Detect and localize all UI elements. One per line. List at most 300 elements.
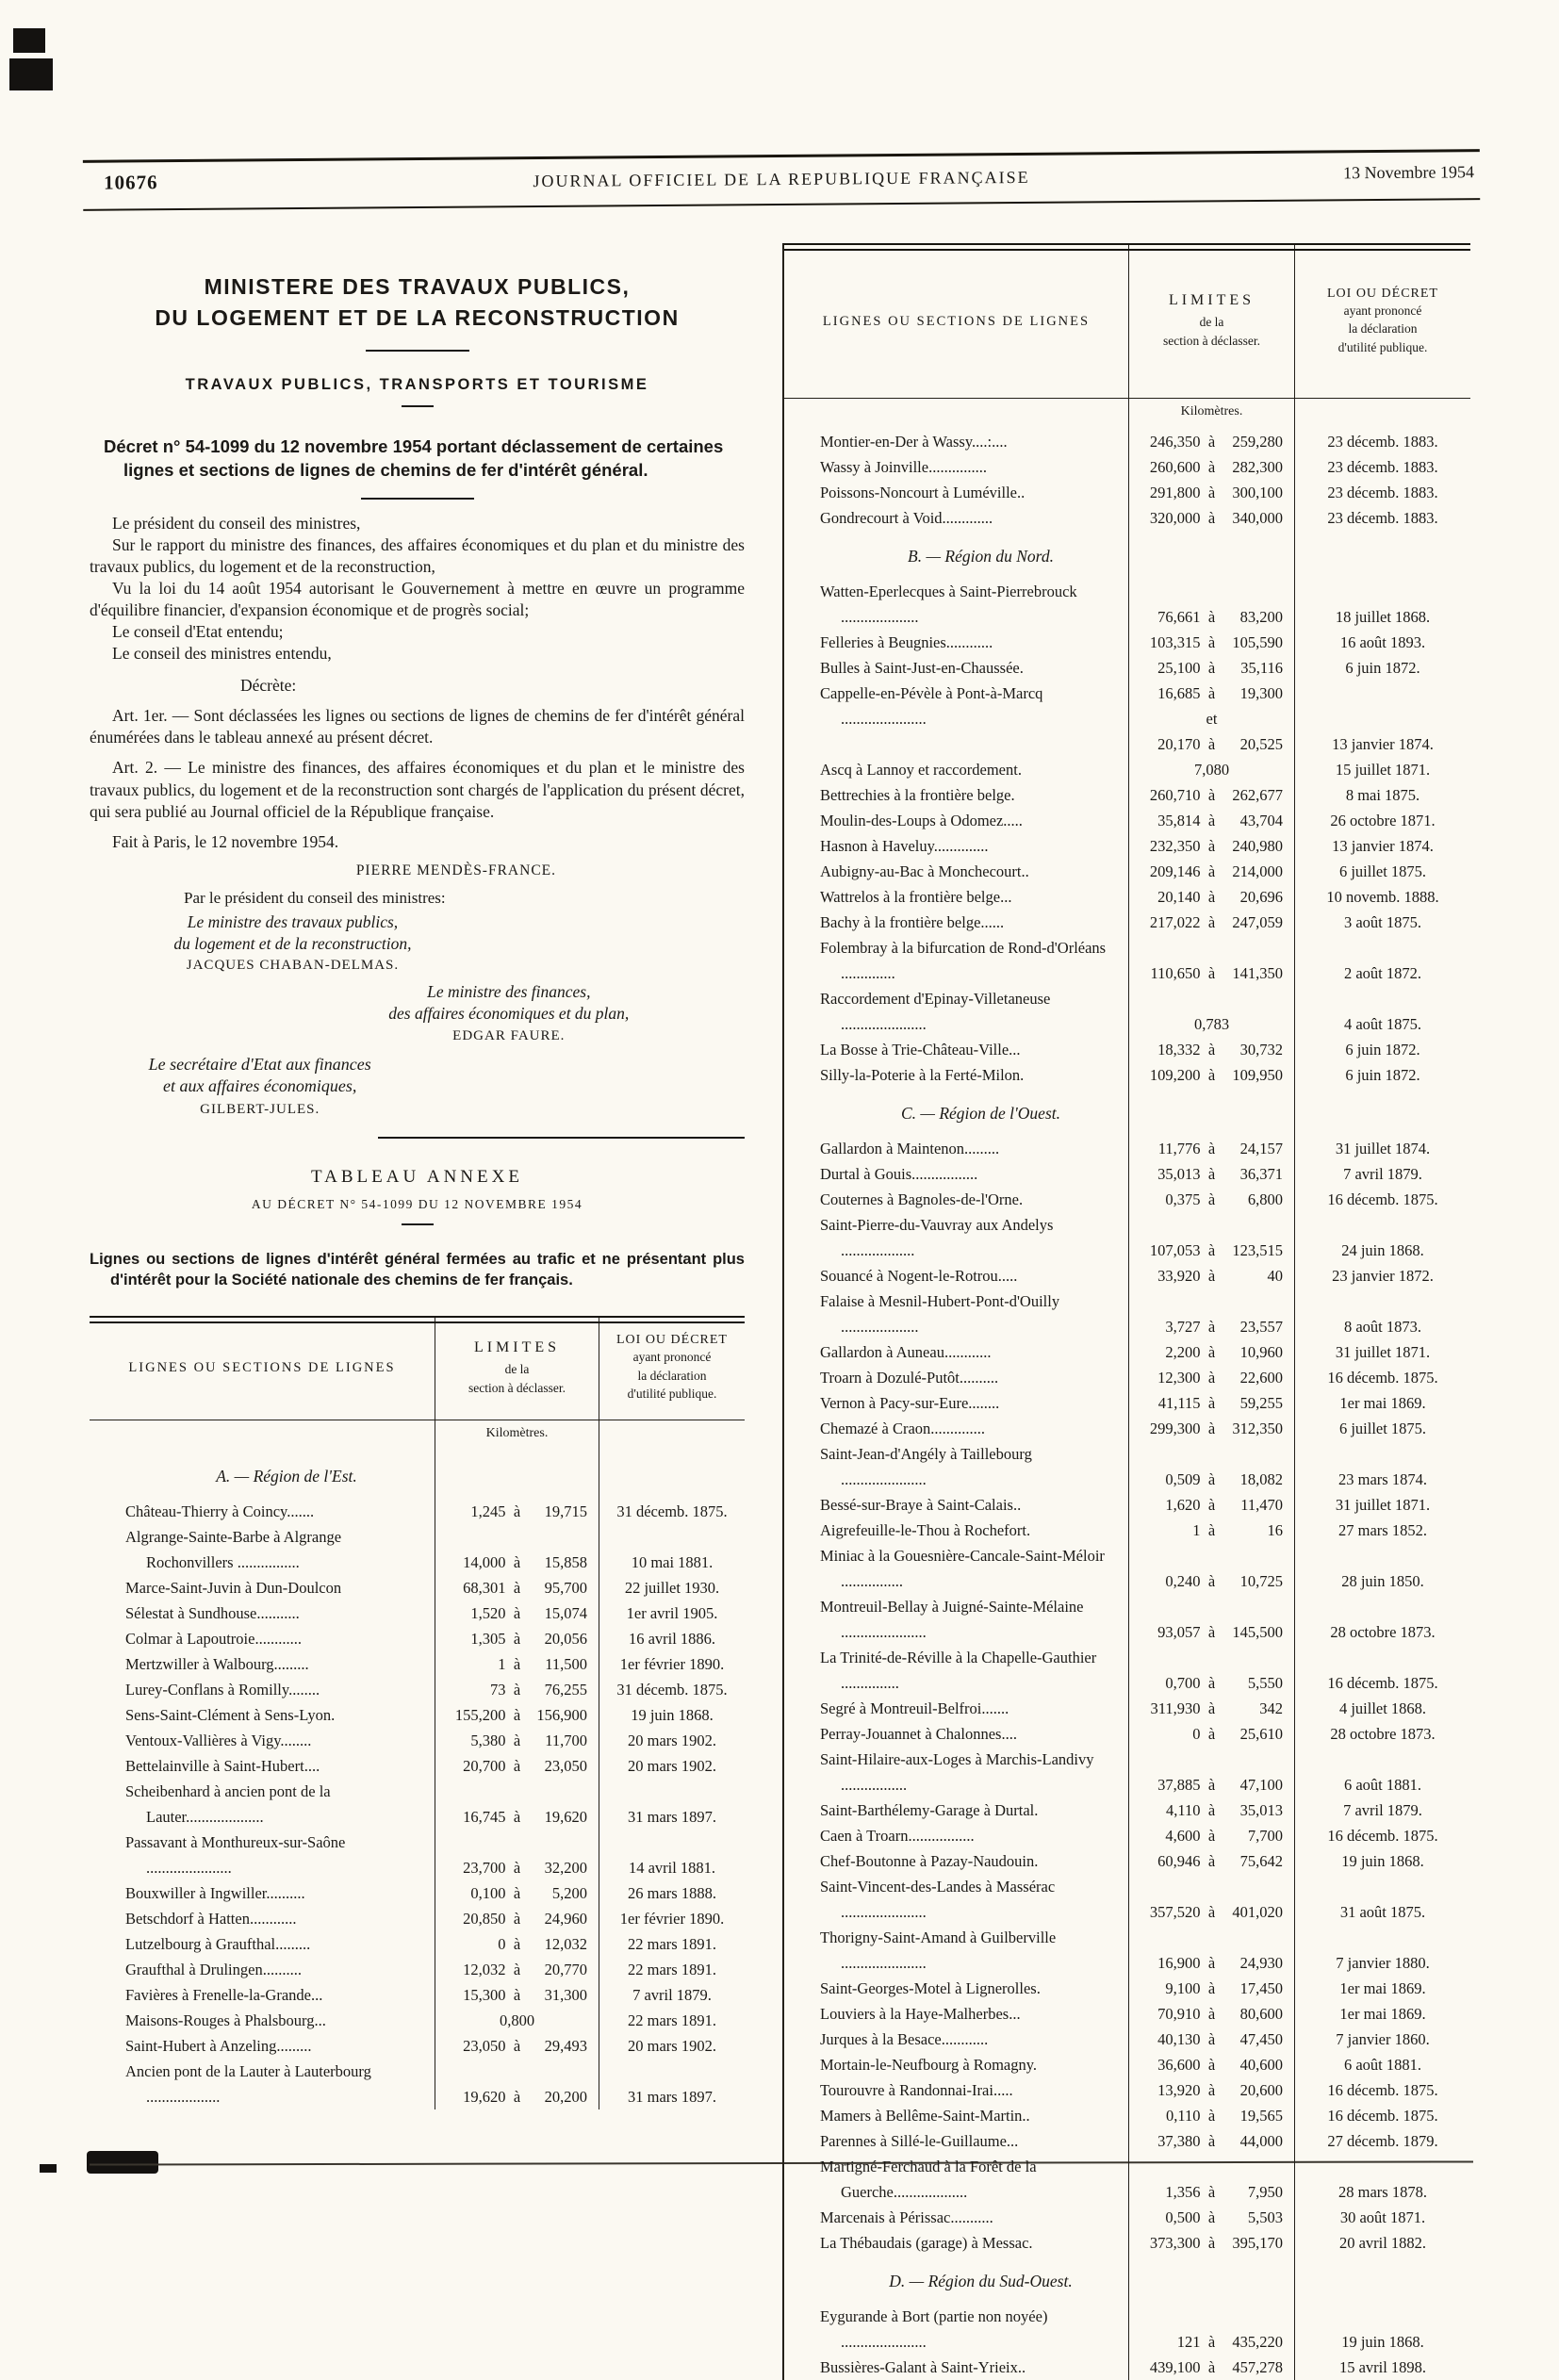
table-row (90, 2008, 745, 2033)
line-law-date: 16 août 1893. (1339, 633, 1426, 651)
line-law-date: 13 janvier 1874. (1332, 735, 1434, 753)
table-section-row (784, 1088, 1470, 1136)
line-limits (1129, 2077, 1295, 2103)
table-row (784, 1848, 1470, 1874)
line-law-date: 8 mai 1875. (1345, 786, 1420, 804)
line-limits (1129, 1594, 1295, 1645)
line-law-date: 6 juin 1872. (1345, 1066, 1420, 1084)
table-row (784, 1161, 1470, 1187)
table-row (784, 1976, 1470, 2001)
table-row (90, 1779, 745, 1830)
column-header-label: la déclaration (1348, 321, 1418, 336)
line-law-date: 16 décemb. 1875. (1327, 2081, 1438, 2099)
line-law-date: 10 mai 1881. (631, 1552, 714, 1571)
line-limits (435, 1626, 599, 1651)
line-law-date: 31 août 1875. (1339, 1903, 1426, 1921)
divider-rule (378, 1137, 745, 1140)
limit-line: 70,910 à 80,600 (1157, 2005, 1283, 2023)
line-name: Chemazé à Craon.............. (784, 1416, 1129, 1441)
limit-line: 4,110 à 35,013 (1165, 1801, 1283, 1819)
table-row (784, 1212, 1470, 1263)
line-limits (1129, 884, 1295, 910)
line-law-date: 1er mai 1869. (1339, 1394, 1426, 1412)
line-limits (1129, 1416, 1295, 1441)
line-law-date: 31 décemb. 1875. (616, 1680, 728, 1699)
annex-note: Lignes ou sections de lignes d'intérêt général fermées au trafic et ne présentant plus d'intérêt pour la Société nationale des chemins de fer français. (90, 1251, 745, 1288)
table-body (90, 1451, 745, 2109)
line-law-date: 23 décemb. 1883. (1327, 484, 1438, 501)
limit-line: 107,053 à 123,515 (1149, 1241, 1283, 1259)
limit-line: 109,200 à 109,950 (1149, 1066, 1283, 1084)
limit-line: 9,100 à 17,450 (1165, 1979, 1283, 1997)
line-name: Vernon à Pacy-sur-Eure........ (784, 1390, 1129, 1416)
limit-line: 35,013 à 36,371 (1157, 1165, 1283, 1183)
line-law-date: 27 mars 1852. (1338, 1521, 1427, 1539)
line-name: Cappelle-en-Pévèle à Pont-à-Marcq ...................... (784, 681, 1129, 757)
line-name: Passavant à Monthureux-sur-Saône ...................... (90, 1830, 435, 1880)
line-name: Watten-Eperlecques à Saint-Pierrebrouck .................... (784, 579, 1129, 630)
signer-name: GILBERT-JULES. (200, 1101, 320, 1117)
line-limits (1129, 1062, 1295, 1088)
line-limits (1129, 579, 1295, 630)
table-section-row (784, 531, 1470, 579)
line-limits (435, 1451, 599, 1499)
table-row (784, 505, 1470, 531)
line-limits (1129, 655, 1295, 681)
limit-line: 110,650 à 141,350 (1150, 964, 1283, 982)
table-row (90, 1702, 745, 1728)
scan-artifact (9, 58, 53, 90)
line-law-date: 30 août 1871. (1339, 2208, 1426, 2226)
limit-line: 16,685 à 19,300 (1157, 684, 1283, 702)
line-name: Silly-la-Poterie à la Ferté-Milon. (784, 1062, 1129, 1088)
limit-line: 36,600 à 40,600 (1157, 2056, 1283, 2074)
line-law-date: 28 juin 1850. (1341, 1572, 1424, 1590)
line-limits (1129, 2052, 1295, 2077)
limit-line: 19,620 à 20,200 (463, 2087, 587, 2106)
decree-paragraph: Le président du conseil des ministres, (112, 513, 361, 533)
line-law-date: 1er mai 1869. (1339, 1979, 1426, 1997)
line-limits (435, 1931, 599, 1957)
line-name: Felleries à Beugnies............ (784, 630, 1129, 655)
line-name: Perray-Jouannet à Chalonnes.... (784, 1721, 1129, 1747)
table-row (90, 1957, 745, 1982)
limit-line: 0,240 à 10,725 (1165, 1572, 1283, 1590)
line-name: Ancien pont de la Lauter à Lauterbourg ................... (90, 2059, 435, 2109)
line-law-date: 16 décemb. 1875. (1327, 2107, 1438, 2125)
column-header-lines (784, 245, 1129, 399)
line-law-date: 23 janvier 1872. (1332, 1267, 1434, 1285)
table-row (784, 986, 1470, 1037)
limit-line: 20,170 à 20,525 (1157, 735, 1283, 753)
line-name: Saint-Jean-d'Angély à Taillebourg ...................... (784, 1441, 1129, 1492)
line-limits (435, 1702, 599, 1728)
line-law-date: 16 décemb. 1875. (1327, 1369, 1438, 1387)
line-name: Saint-Georges-Motel à Lignerolles. (784, 1976, 1129, 2001)
line-law-date: 15 avril 1898. (1338, 2358, 1427, 2376)
limit-line: 1,305 à 20,056 (470, 1629, 587, 1648)
line-name: Betschdorf à Hatten............ (90, 1906, 435, 1931)
table-row (784, 1797, 1470, 1823)
line-name: Parennes à Sillé-le-Guillaume... (784, 2128, 1129, 2154)
line-limits (1129, 1212, 1295, 1263)
line-law-date: 6 août 1881. (1343, 1776, 1422, 1794)
line-name: Couternes à Bagnoles-de-l'Orne. (784, 1187, 1129, 1212)
line-law-date: 24 juin 1868. (1341, 1241, 1424, 1259)
header-rule-bottom (83, 198, 1480, 211)
limit-line: 1,620 à 11,470 (1165, 1496, 1283, 1514)
table-row (90, 2059, 745, 2109)
line-limits (1129, 1441, 1295, 1492)
divider-rule (361, 498, 474, 500)
region-heading-label: B. — Région du Nord. (908, 547, 1054, 566)
line-limits (435, 1677, 599, 1702)
table-row (90, 2033, 745, 2059)
line-name: Mertzwiller à Walbourg......... (90, 1651, 435, 1677)
journal-title: JOURNAL OFFICIEL DE LA REPUBLIQUE FRANÇAISE (533, 167, 1030, 191)
line-name: Souancé à Nogent-le-Rotrou..... (784, 1263, 1129, 1288)
line-limits (1129, 833, 1295, 859)
limit-line: 16,900 à 24,930 (1157, 1954, 1283, 1972)
line-limits (1129, 1492, 1295, 1518)
signer-role (90, 911, 496, 955)
line-law-date: 13 janvier 1874. (1332, 837, 1434, 855)
line-name: Poissons-Noncourt à Luméville.. (784, 480, 1129, 505)
limit-line: 12,300 à 22,600 (1157, 1369, 1283, 1387)
ministry-line1: MINISTERE DES TRAVAUX PUBLICS, (204, 274, 631, 299)
limit-line: et (1206, 710, 1218, 728)
limit-line: 260,600 à 282,300 (1149, 458, 1283, 476)
line-limits (1129, 1721, 1295, 1747)
limit-line: 12,032 à 20,770 (463, 1960, 587, 1978)
line-limits (1129, 2001, 1295, 2027)
line-limits (1129, 1390, 1295, 1416)
line-name: Wassy à Joinville............... (784, 454, 1129, 480)
table-row (784, 1136, 1470, 1161)
line-name: Miniac à la Gouesnière-Cancale-Saint-Méloir ................ (784, 1543, 1129, 1594)
limit-line: 103,315 à 105,590 (1149, 633, 1283, 651)
line-limits (1129, 1696, 1295, 1721)
decree-article-1: Art. 1er. — Sont déclassées les lignes ou sections de lignes de chemins de fer d'intérêt général énumérées dans le tableau annexé au présent décret. (90, 706, 745, 747)
header-rule-top (83, 149, 1480, 163)
line-limits (1129, 2230, 1295, 2256)
table-row (784, 1696, 1470, 1721)
line-limits (1129, 505, 1295, 531)
line-law-date: 31 juillet 1874. (1335, 1140, 1431, 1157)
signer-name: EDGAR FAURE. (452, 1027, 566, 1043)
line-law-date: 4 juillet 1868. (1338, 1699, 1427, 1717)
limit-line: 0,700 à 5,550 (1165, 1674, 1283, 1692)
unit-row (90, 1420, 745, 1451)
line-limits (435, 1982, 599, 2008)
limit-line: 357,520 à 401,020 (1149, 1903, 1283, 1921)
limit-line: 23,050 à 29,493 (463, 2036, 587, 2055)
limit-line: 18,332 à 30,732 (1157, 1041, 1283, 1059)
limit-line: 16,745 à 19,620 (463, 1807, 587, 1826)
line-name: Martigné-Ferchaud à la Forêt de la Guerche................... (784, 2154, 1129, 2205)
line-limits (1129, 935, 1295, 986)
column-header-label: ayant prononcé (632, 1350, 712, 1365)
line-name: Saint-Barthélemy-Garage à Durtal. (784, 1797, 1129, 1823)
region-heading-label: C. — Région de l'Ouest. (900, 1104, 1060, 1123)
limit-line: 5,380 à 11,700 (470, 1731, 587, 1749)
line-name: Lurey-Conflans à Romilly........ (90, 1677, 435, 1702)
table-body (784, 429, 1470, 2380)
line-law-date (1295, 2256, 1470, 2304)
line-limits (1129, 808, 1295, 833)
table-row (784, 2230, 1470, 2256)
line-limits (1129, 1976, 1295, 2001)
unit-row (784, 399, 1470, 429)
limit-line: 232,350 à 240,980 (1149, 837, 1283, 855)
line-limits (1129, 1797, 1295, 1823)
limit-line: 1 à 16 (1192, 1521, 1283, 1539)
line-law-date: 4 août 1875. (1343, 1015, 1422, 1033)
line-limits (1129, 2256, 1295, 2304)
line-limits (1129, 1518, 1295, 1543)
line-name: Sens-Saint-Clément à Sens-Lyon. (90, 1702, 435, 1728)
line-law-date: 22 juillet 1930. (624, 1578, 720, 1597)
column-header-lines (90, 1318, 435, 1420)
limit-line: 20,850 à 24,960 (463, 1909, 587, 1928)
limit-line: 0,110 à 19,565 (1165, 2107, 1283, 2125)
table-row (784, 1492, 1470, 1518)
table-row (784, 782, 1470, 808)
limit-line: 0 à 25,610 (1192, 1725, 1283, 1743)
line-name: Raccordement d'Epinay-Villetaneuse ...................... (784, 986, 1129, 1037)
column-header-limits (435, 1318, 599, 1420)
table-row (90, 1931, 745, 1957)
unit-spacer (90, 1420, 435, 1451)
line-limits (1129, 480, 1295, 505)
line-law-date: 3 août 1875. (1343, 913, 1422, 931)
table-row (90, 1880, 745, 1906)
line-name: Marcenais à Périssac........... (784, 2205, 1129, 2230)
table-row (784, 1365, 1470, 1390)
column-header-label: LIGNES OU SECTIONS DE LIGNES (128, 1360, 396, 1376)
line-limits (1129, 2355, 1295, 2380)
line-law-date: 26 mars 1888. (628, 1883, 716, 1902)
line-name: Saint-Pierre-du-Vauvray aux Andelys ................... (784, 1212, 1129, 1263)
line-limits (435, 1499, 599, 1524)
limit-line: 40,130 à 47,450 (1157, 2030, 1283, 2048)
line-limits (1129, 531, 1295, 579)
limit-line: 291,800 à 300,100 (1149, 484, 1283, 501)
line-law-date: 14 avril 1881. (628, 1858, 716, 1877)
line-law-date: 16 décemb. 1875. (1327, 1827, 1438, 1845)
line-limits (435, 1957, 599, 1982)
table-row (784, 1721, 1470, 1747)
line-law-date: 28 octobre 1873. (1330, 1725, 1436, 1743)
table-row (784, 1925, 1470, 1976)
limit-line: 14,000 à 15,858 (463, 1552, 587, 1571)
department-subheading: TRAVAUX PUBLICS, TRANSPORTS ET TOURISME (185, 375, 649, 393)
line-limits (1129, 859, 1295, 884)
line-law-date: 27 décemb. 1879. (1327, 2132, 1438, 2150)
line-limits (435, 1728, 599, 1753)
line-limits (1129, 1645, 1295, 1696)
annex-subtitle: AU DÉCRET N° 54-1099 DU 12 NOVEMBRE 1954 (251, 1197, 583, 1212)
column-header-limits (1129, 245, 1295, 399)
limit-line: 37,885 à 47,100 (1157, 1776, 1283, 1794)
table-row (784, 1062, 1470, 1088)
table-row (90, 1575, 745, 1600)
line-name: Bettrechies à la frontière belge. (784, 782, 1129, 808)
line-law-date: 6 juin 1872. (1345, 659, 1420, 677)
signer-name: JACQUES CHABAN-DELMAS. (186, 958, 400, 974)
decree-title: Décret n° 54-1099 du 12 novembre 1954 portant déclassement de certaines lignes et sections de lignes de chemins de fer d'intérêt général. (104, 435, 724, 480)
line-limits (1129, 986, 1295, 1037)
line-name: Tourouvre à Randonnai-Irai..... (784, 2077, 1129, 2103)
table-row (784, 630, 1470, 655)
limit-line: 0,375 à 6,800 (1165, 1190, 1283, 1208)
table-row (784, 2027, 1470, 2052)
line-name: Segré à Montreuil-Belfroi....... (784, 1696, 1129, 1721)
line-limits (1129, 2205, 1295, 2230)
signer-role-line: et aux affaires économiques, (163, 1076, 357, 1096)
line-name: Bouxwiller à Ingwiller.......... (90, 1880, 435, 1906)
line-name: Lutzelbourg à Graufthal......... (90, 1931, 435, 1957)
table-row (784, 1339, 1470, 1365)
table-row (784, 910, 1470, 935)
line-name: Bachy à la frontière belge...... (784, 910, 1129, 935)
table-row (784, 1543, 1470, 1594)
column-header-label: LOI OU DÉCRET (1327, 286, 1438, 301)
limit-line: 20,140 à 20,696 (1157, 888, 1283, 906)
line-name: Saint-Hubert à Anzeling......... (90, 2033, 435, 2059)
line-name: Troarn à Dozulé-Putôt.......... (784, 1365, 1129, 1390)
decree-enacting-word: Décrète: (240, 676, 297, 696)
line-limits (1129, 1263, 1295, 1288)
table-row (784, 1037, 1470, 1062)
table-row (784, 1263, 1470, 1288)
table-section-row (90, 1451, 745, 1499)
line-name: Colmar à Lapoutroie............ (90, 1626, 435, 1651)
line-name: La Thébaudais (garage) à Messac. (784, 2230, 1129, 2256)
decree-paragraph: Le conseil d'Etat entendu; (112, 622, 284, 642)
line-law-date: 15 juillet 1871. (1335, 761, 1431, 779)
limit-line: 93,057 à 145,500 (1157, 1623, 1283, 1641)
decree-article-2: Art. 2. — Le ministre des finances, des affaires économiques et du plan et le ministre des travaux publics, du logement et de la reconstruction sont chargés de l'application du présent décret, qui sera publié au Journal officiel de la République française. (90, 758, 745, 821)
line-limits (1129, 2154, 1295, 2205)
limit-line: 0 à 12,032 (498, 1934, 587, 1953)
signature-president: PIERRE MENDÈS-FRANCE. (355, 862, 556, 878)
unit-spacer (784, 399, 1129, 429)
signer-role-line: des affaires économiques et du plan, (388, 1004, 630, 1024)
line-law-date: 20 mars 1902. (628, 1731, 716, 1749)
line-limits (1129, 1747, 1295, 1797)
line-limits (1129, 757, 1295, 782)
line-limits (1129, 910, 1295, 935)
line-law-date: 1er février 1890. (619, 1909, 725, 1928)
line-limits (435, 2033, 599, 2059)
line-law-date: 23 mars 1874. (1338, 1470, 1427, 1488)
divider-rule (402, 405, 434, 407)
table-row (90, 1677, 745, 1702)
line-name: Caen à Troarn................. (784, 1823, 1129, 1848)
line-limits (435, 1575, 599, 1600)
line-limits (435, 1880, 599, 1906)
table-row (784, 1874, 1470, 1925)
line-name: Aubigny-au-Bac à Monchecourt.. (784, 859, 1129, 884)
ministry-heading (90, 271, 745, 335)
table-header-row (90, 1318, 745, 1420)
line-law-date: 31 mars 1897. (628, 1807, 716, 1826)
table-row (784, 681, 1470, 757)
decree-paragraph: Le conseil des ministres entendu, (112, 644, 332, 664)
table-row (784, 2077, 1470, 2103)
table-row (784, 2128, 1470, 2154)
line-name: Graufthal à Drulingen.......... (90, 1957, 435, 1982)
limit-line: 0,100 à 5,200 (470, 1883, 587, 1902)
by-president-line: Par le président du conseil des ministres: (184, 888, 446, 907)
line-law-date: 7 avril 1879. (632, 1985, 712, 2004)
limit-line: 23,700 à 32,200 (463, 1858, 587, 1877)
unit-spacer (599, 1420, 745, 1451)
issue-date: 13 Novembre 1954 (1342, 162, 1475, 183)
limit-line: 33,920 à 40 (1157, 1267, 1283, 1285)
divider-rule (402, 1223, 434, 1225)
line-law-date: 31 juillet 1871. (1335, 1496, 1431, 1514)
table-row (784, 757, 1470, 782)
line-limits (435, 1524, 599, 1575)
signer-role-line: Le ministre des travaux publics, (187, 911, 399, 931)
region-heading (784, 1088, 1129, 1136)
unit-label: Kilomètres. (1129, 399, 1295, 429)
line-limits (1129, 454, 1295, 480)
table-row (784, 1518, 1470, 1543)
line-name: Saint-Hilaire-aux-Loges à Marchis-Landivy ................. (784, 1747, 1129, 1797)
line-law-date: 23 décemb. 1883. (1327, 458, 1438, 476)
line-law-date: 19 juin 1868. (1341, 1852, 1424, 1870)
table-section-row (784, 2256, 1470, 2304)
line-limits (435, 2008, 599, 2033)
line-limits (1129, 2027, 1295, 2052)
line-law-date: 8 août 1873. (1343, 1318, 1422, 1336)
column-header-law (1295, 245, 1470, 399)
line-name: Favières à Frenelle-la-Grande... (90, 1982, 435, 2008)
column-header-label: d'utilité publique. (1337, 339, 1428, 354)
table-row (784, 1747, 1470, 1797)
line-law-date: 1er mai 1869. (1339, 2005, 1426, 2023)
table-row (784, 1645, 1470, 1696)
line-name: Maisons-Rouges à Phalsbourg... (90, 2008, 435, 2033)
line-law-date: 19 juin 1868. (631, 1705, 714, 1724)
limit-line: 15,300 à 31,300 (463, 1985, 587, 2004)
line-limits (1129, 782, 1295, 808)
column-header-label: LOI OU DÉCRET (616, 1333, 728, 1348)
line-name: Montreuil-Bellay à Juigné-Sainte-Mélaine ...................... (784, 1594, 1129, 1645)
line-name: Jurques à la Besace............ (784, 2027, 1129, 2052)
line-limits (1129, 1088, 1295, 1136)
limit-line: 246,350 à 259,280 (1149, 433, 1283, 451)
line-limits (1129, 1187, 1295, 1212)
line-law-date: 20 mars 1902. (628, 2036, 716, 2055)
line-limits (1129, 630, 1295, 655)
line-name: Marce-Saint-Juvin à Dun-Doulcon (90, 1575, 435, 1600)
line-name: Bulles à Saint-Just-en-Chaussée. (784, 655, 1129, 681)
table-row (784, 480, 1470, 505)
table-row (784, 808, 1470, 833)
line-limits (1129, 2128, 1295, 2154)
line-name: Gallardon à Maintenon......... (784, 1136, 1129, 1161)
line-limits (435, 1651, 599, 1677)
table-row (90, 1906, 745, 1931)
line-limits (1129, 1037, 1295, 1062)
column-header-label: la déclaration (637, 1368, 707, 1383)
line-law-date: 22 mars 1891. (628, 1934, 716, 1953)
table-row (90, 1499, 745, 1524)
